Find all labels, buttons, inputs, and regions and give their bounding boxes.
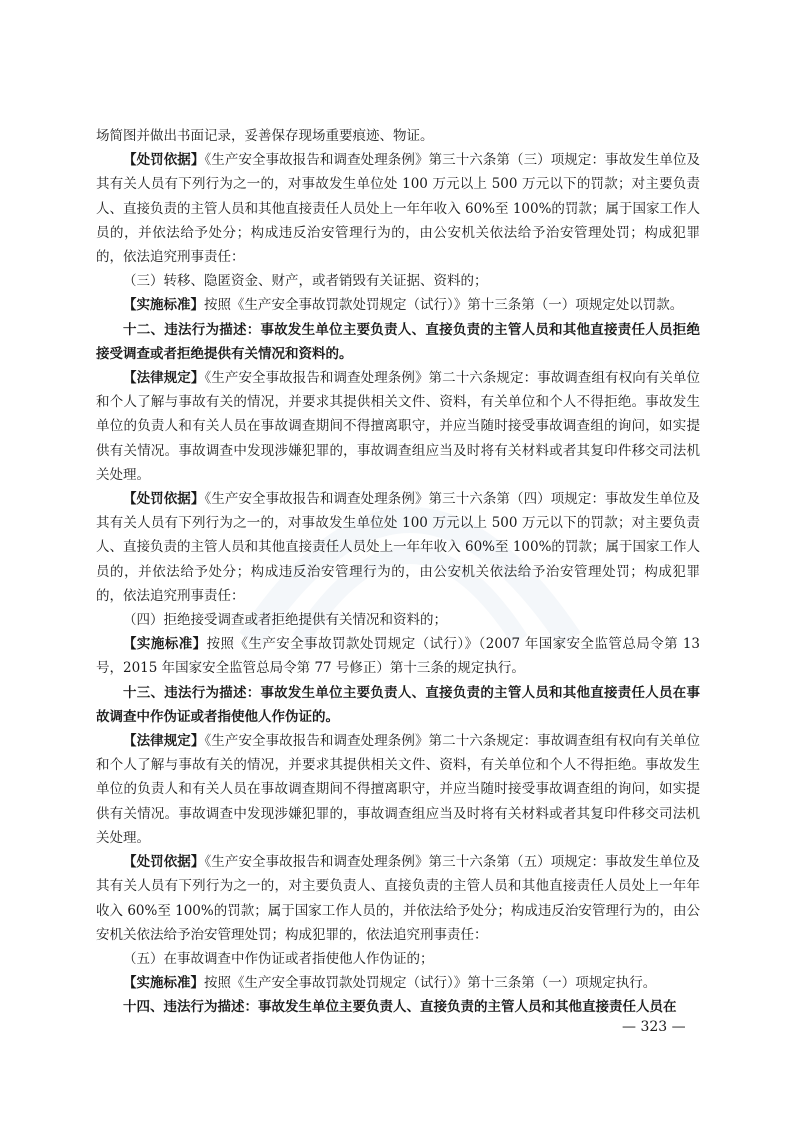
section-heading bbox=[96, 318, 700, 366]
tagged-paragraph bbox=[96, 293, 700, 317]
sub-clause-text: （三）转移、隐匿资金、财产，或者销毁有关证据、资料的； bbox=[123, 273, 488, 290]
paragraph-text: 按照《生产安全事故罚款处罚规定（试行）》第十三条第（一）项规定处以罚款。 bbox=[204, 297, 684, 314]
paragraph-tag: 【实施标准】 bbox=[123, 636, 207, 653]
tagged-paragraph bbox=[96, 729, 700, 850]
paragraph-tag: 【法律规定】 bbox=[123, 370, 205, 387]
document-body bbox=[96, 124, 700, 1020]
section-heading-text: 十三、违法行为描述：事故发生单位主要负责人、直接负责的主管人员和其他直接责任人员在事故调查中作伪证或者指使他人作伪证的。 bbox=[96, 684, 700, 725]
page-number: — 323 — bbox=[622, 1019, 686, 1035]
paragraph-continuation bbox=[96, 124, 700, 148]
tagged-paragraph bbox=[96, 366, 700, 487]
paragraph-tag: 【处罚依据】 bbox=[123, 854, 205, 871]
paragraph-tag: 【处罚依据】 bbox=[123, 152, 205, 169]
sub-clause bbox=[96, 608, 700, 632]
tagged-paragraph bbox=[96, 148, 700, 269]
paragraph-text: 按照《生产安全事故罚款处罚规定（试行）》（2007 年国家安全监管总局令第 13 号，2015 年国家安全监管总局令第 77 号修正）第十三条的规定执行。 bbox=[96, 636, 700, 677]
sub-clause bbox=[96, 269, 700, 293]
tagged-paragraph bbox=[96, 487, 700, 608]
sub-clause bbox=[96, 947, 700, 971]
tagged-paragraph bbox=[96, 632, 700, 680]
paragraph-text: 场简图并做出书面记录，妥善保存现场重要痕迹、物证。 bbox=[96, 128, 434, 144]
paragraph-text: 《生产安全事故报告和调查处理条例》第二十六条规定：事故调查组有权向有关单位和个人了解与事故有关的情况，并要求其提供相关文件、资料，有关单位和个人不得拒绝。事故发生单位的负责人和有关人员在事故调查期间不得擅离职守，并应当随时接受事故调查组的询问，如实提供有关情况。事故调查中发现涉嫌犯罪的，事故调查组应当及时将有关材料或者其复印件移交司法机关处理。 bbox=[96, 370, 701, 483]
sub-clause-text: （四）拒绝接受调查或者拒绝提供有关情况和资料的； bbox=[123, 612, 447, 629]
paragraph-text: 《生产安全事故报告和调查处理条例》第三十六条第（三）项规定：事故发生单位及其有关人员有下列行为之一的，对事故发生单位处 100 万元以上 500 万元以下的罚款；对主要负责人、直接负责的主管人员和其他直接责任人员处上一年年收入 60%至 100%的罚款；属于国家工作人员的，并依法给予处分；构成违反治安管理行为的，由公安机关依法给予治安管理处罚；构成犯罪的，依法追究刑事责任： bbox=[96, 152, 701, 266]
paragraph-tag: 【法律规定】 bbox=[123, 733, 205, 750]
paragraph-tag: 【实施标准】 bbox=[123, 297, 204, 314]
paragraph-tag: 【处罚依据】 bbox=[123, 491, 205, 508]
tagged-paragraph bbox=[96, 971, 700, 995]
paragraph-text: 按照《生产安全事故罚款处罚规定（试行）》第十三条第（一）项规定执行。 bbox=[204, 975, 657, 992]
section-heading-text: 十四、违法行为描述：事故发生单位主要负责人、直接负责的主管人员和其他直接责任人员在 bbox=[123, 999, 677, 1016]
paragraph-tag: 【实施标准】 bbox=[123, 975, 204, 992]
section-heading-text: 十二、违法行为描述：事故发生单位主要负责人、直接负责的主管人员和其他直接责任人员拒绝接受调查或者拒绝提供有关情况和资料的。 bbox=[96, 321, 700, 362]
tagged-paragraph bbox=[96, 850, 700, 947]
section-heading bbox=[96, 681, 700, 729]
paragraph-text: 《生产安全事故报告和调查处理条例》第三十六条第（五）项规定：事故发生单位及其有关人员有下列行为之一的，对主要负责人、直接负责的主管人员和其他直接责任人员处上一年年收入 60%至 100%的罚款；属于国家工作人员的，并依法给予处分；构成违反治安管理行为的，由公安机关依法给予治安管理处罚；构成犯罪的，依法追究刑事责任： bbox=[96, 854, 701, 943]
paragraph-text: 《生产安全事故报告和调查处理条例》第三十六条第（四）项规定：事故发生单位及其有关人员有下列行为之一的，对事故发生单位处 100 万元以上 500 万元以下的罚款；对主要负责人、直接负责的主管人员和其他直接责任人员处上一年年收入 60%至 100%的罚款；属于国家工作人员的，并依法给予处分；构成违反治安管理行为的，由公安机关依法给予治安管理处罚；构成犯罪的，依法追究刑事责任： bbox=[96, 491, 701, 604]
paragraph-text: 《生产安全事故报告和调查处理条例》第二十六条规定：事故调查组有权向有关单位和个人了解与事故有关的情况，并要求其提供相关文件、资料，有关单位和个人不得拒绝。事故发生单位的负责人和有关人员在事故调查期间不得擅离职守，并应当随时接受事故调查组的询问，如实提供有关情况。事故调查中发现涉嫌犯罪的，事故调查组应当及时将有关材料或者其复印件移交司法机关处理。 bbox=[96, 733, 701, 846]
sub-clause-text: （五）在事故调查中作伪证或者指使他人作伪证的； bbox=[123, 950, 434, 967]
section-heading bbox=[96, 995, 700, 1019]
